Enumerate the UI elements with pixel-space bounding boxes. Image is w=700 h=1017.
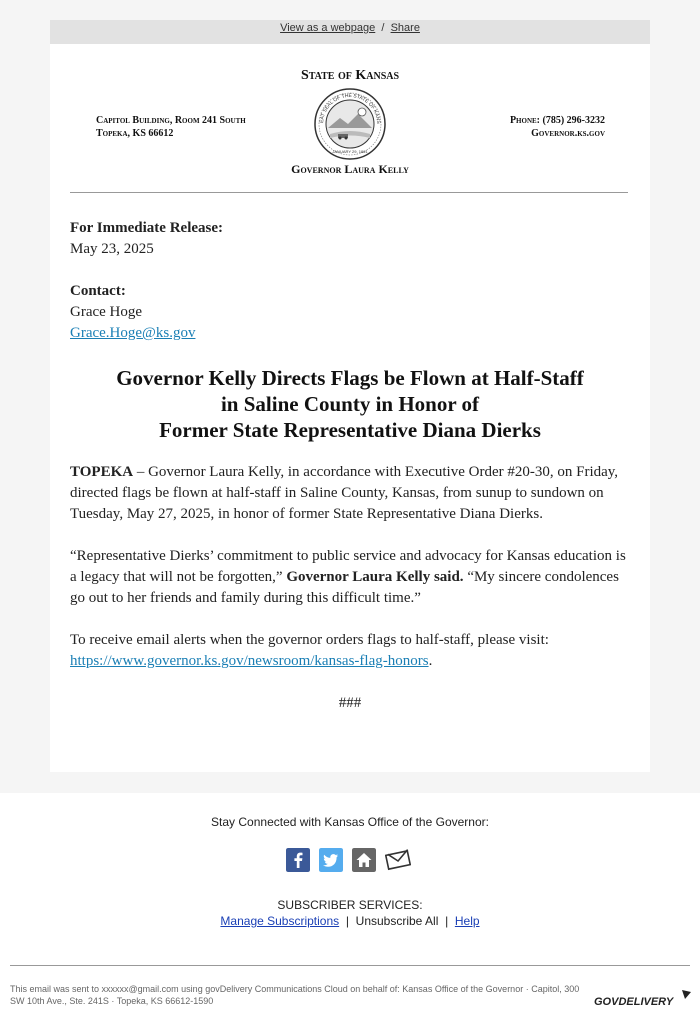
end-mark: ### bbox=[338, 695, 362, 711]
subscriber-services-label: SUBSCRIBER SERVICES: bbox=[277, 898, 423, 912]
contact-name: Grace Hoge bbox=[70, 304, 143, 320]
release-label: For Immediate Release: bbox=[70, 220, 224, 236]
svg-text:GOVDELIVERY: GOVDELIVERY bbox=[594, 996, 674, 1008]
state-title: State of Kansas bbox=[300, 68, 400, 83]
paragraph-3: To receive email alerts when the governor orders flags to half-staff, please visit: https://www.governor.ks.gov/newsroom/kansas-flag-honors. bbox=[70, 632, 549, 669]
kansas-seal-icon bbox=[314, 88, 386, 160]
footer-separator: | bbox=[445, 914, 449, 928]
contact-label: Contact: bbox=[70, 283, 126, 299]
paragraph-2: “Representative Dierks’ commitment to public service and advocacy for Kansas education is a legacy that will not be forgotten,” Governor Laura Kelly said. “My sincere condolences go out to her friends and family during this difficult time.” bbox=[70, 548, 626, 606]
footer-divider bbox=[10, 965, 690, 966]
svg-text:GREAT SEAL OF THE STATE OF KAN: EAT SEAL OF THE STATE OF KANS bbox=[318, 93, 382, 124]
govdelivery-logo[interactable] bbox=[594, 989, 694, 1011]
social-links bbox=[286, 848, 416, 874]
web-view-bar bbox=[50, 20, 650, 44]
fine-print: This email was sent to xxxxxx@gmail.com using govDelivery Communications Cloud on behalf of: Kansas Office of the Governor · Capitol, 300 SW 10th Ave., Ste. 241S · Topeka, KS 66612-1590 bbox=[10, 984, 580, 1006]
flag-honors-link[interactable]: https://www.governor.ks.gov/newsroom/kansas-flag-honors bbox=[70, 653, 429, 669]
office-address: Capitol Building, Room 241 South Topeka, KS 66612 bbox=[96, 115, 246, 139]
subscriber-services bbox=[0, 897, 700, 929]
home-icon[interactable] bbox=[352, 848, 376, 872]
press-release-body bbox=[70, 218, 630, 714]
contact-email-link[interactable]: Grace.Hoge@ks.gov bbox=[70, 325, 196, 341]
paragraph-1: TOPEKA – Governor Laura Kelly, in accordance with Executive Order #20-30, on Friday, directed flags be flown at half-staff in Saline County, Kansas, from sunup to sundown on Tuesday, May 27, 2025, in honor of former State Representative Diana Dierks. bbox=[70, 464, 619, 522]
letterhead bbox=[50, 44, 650, 194]
view-as-webpage-link[interactable]: View as a webpage bbox=[280, 22, 376, 34]
svg-text:JANUARY 29, 1861: JANUARY 29, 1861 bbox=[332, 149, 368, 154]
release-date: May 23, 2025 bbox=[70, 241, 154, 257]
governor-name: Governor Laura Kelly bbox=[291, 162, 409, 176]
manage-subscriptions-link[interactable]: Manage Subscriptions bbox=[220, 914, 340, 928]
header-divider bbox=[70, 192, 628, 193]
facebook-icon[interactable] bbox=[286, 848, 310, 872]
footer-separator: | bbox=[345, 914, 349, 928]
unsubscribe-all[interactable]: Unsubscribe All bbox=[355, 914, 439, 928]
twitter-icon[interactable] bbox=[319, 848, 343, 872]
email-card bbox=[50, 20, 650, 772]
stay-connected-text: Stay Connected with Kansas Office of the Governor: bbox=[211, 815, 489, 829]
email-icon[interactable] bbox=[385, 846, 411, 872]
share-link[interactable]: Share bbox=[390, 22, 420, 34]
headline: Governor Kelly Directs Flags be Flown at Half-Staff in Saline County in Honor of Former State Representative Diana Dierks bbox=[116, 366, 584, 442]
topbar-separator: / bbox=[381, 22, 385, 34]
help-link[interactable]: Help bbox=[454, 914, 480, 928]
office-contact: Phone: (785) 296-3232 Governor.ks.gov bbox=[509, 115, 605, 139]
